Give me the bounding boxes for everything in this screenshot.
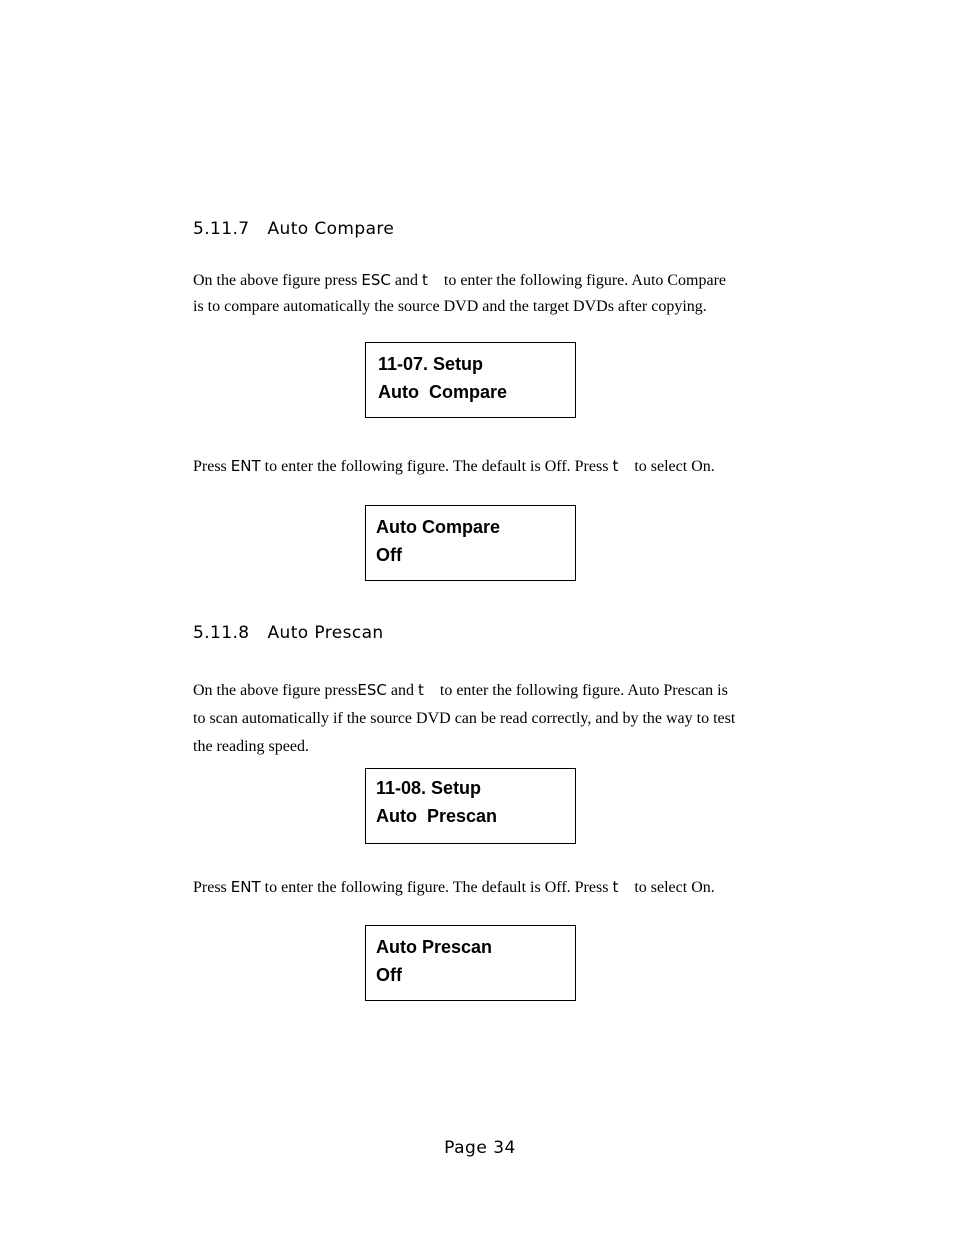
paragraph-auto-compare-intro — [193, 267, 768, 320]
lcd-line-2: Off — [376, 545, 402, 565]
section-title: Auto Prescan — [267, 623, 384, 643]
down-arrow-key-label: t — [417, 681, 424, 699]
down-arrow-key-label: t — [612, 457, 619, 475]
paragraph-auto-prescan-select — [193, 875, 768, 900]
lcd-display-auto-compare-value — [365, 505, 576, 581]
section-title: Auto Compare — [267, 219, 395, 239]
paragraph-line: is to compare automatically the source DVD and the target DVDs after copying. — [193, 298, 707, 315]
ent-key-label: ENT — [230, 457, 261, 475]
lcd-line-1: 11-07. Setup — [378, 354, 484, 374]
page-number: Page 34 — [444, 1138, 516, 1158]
paragraph-line: On the above figure pressESC and t to enter the following figure. Auto Prescan is — [193, 681, 728, 699]
esc-key-label: ESC — [361, 271, 391, 289]
paragraph-auto-compare-select — [193, 454, 768, 479]
lcd-line-2: Auto Compare — [378, 382, 508, 402]
lcd-display-setup-auto-compare — [365, 342, 576, 418]
paragraph-line: On the above figure press ESC and t to enter the following figure. Auto Compare — [193, 271, 727, 289]
lcd-line-1: Auto Compare — [376, 517, 501, 537]
ent-key-label: ENT — [230, 878, 261, 896]
esc-key-label: ESC — [357, 681, 387, 699]
lcd-line-2: Auto Prescan — [376, 806, 498, 826]
paragraph-line: Press ENT to enter the following figure. The default is Off. Press t to select On. — [193, 457, 715, 475]
section-heading-auto-compare — [193, 219, 394, 239]
lcd-display-setup-auto-prescan — [365, 768, 576, 844]
section-number: 5.11.7 — [193, 219, 250, 239]
lcd-line-1: Auto Prescan — [376, 937, 493, 957]
section-number: 5.11.8 — [193, 623, 250, 643]
down-arrow-key-label: t — [421, 271, 428, 289]
lcd-line-1: 11-08. Setup — [376, 778, 482, 798]
paragraph-auto-prescan-intro — [193, 676, 768, 761]
lcd-display-auto-prescan-value — [365, 925, 576, 1001]
paragraph-line: Press ENT to enter the following figure. The default is Off. Press t to select On. — [193, 878, 715, 896]
paragraph-line: the reading speed. — [193, 738, 309, 755]
down-arrow-key-label: t — [612, 878, 619, 896]
lcd-line-2: Off — [376, 965, 402, 985]
paragraph-line: to scan automatically if the source DVD can be read correctly, and by the way to test — [193, 710, 736, 727]
section-heading-auto-prescan — [193, 623, 384, 643]
